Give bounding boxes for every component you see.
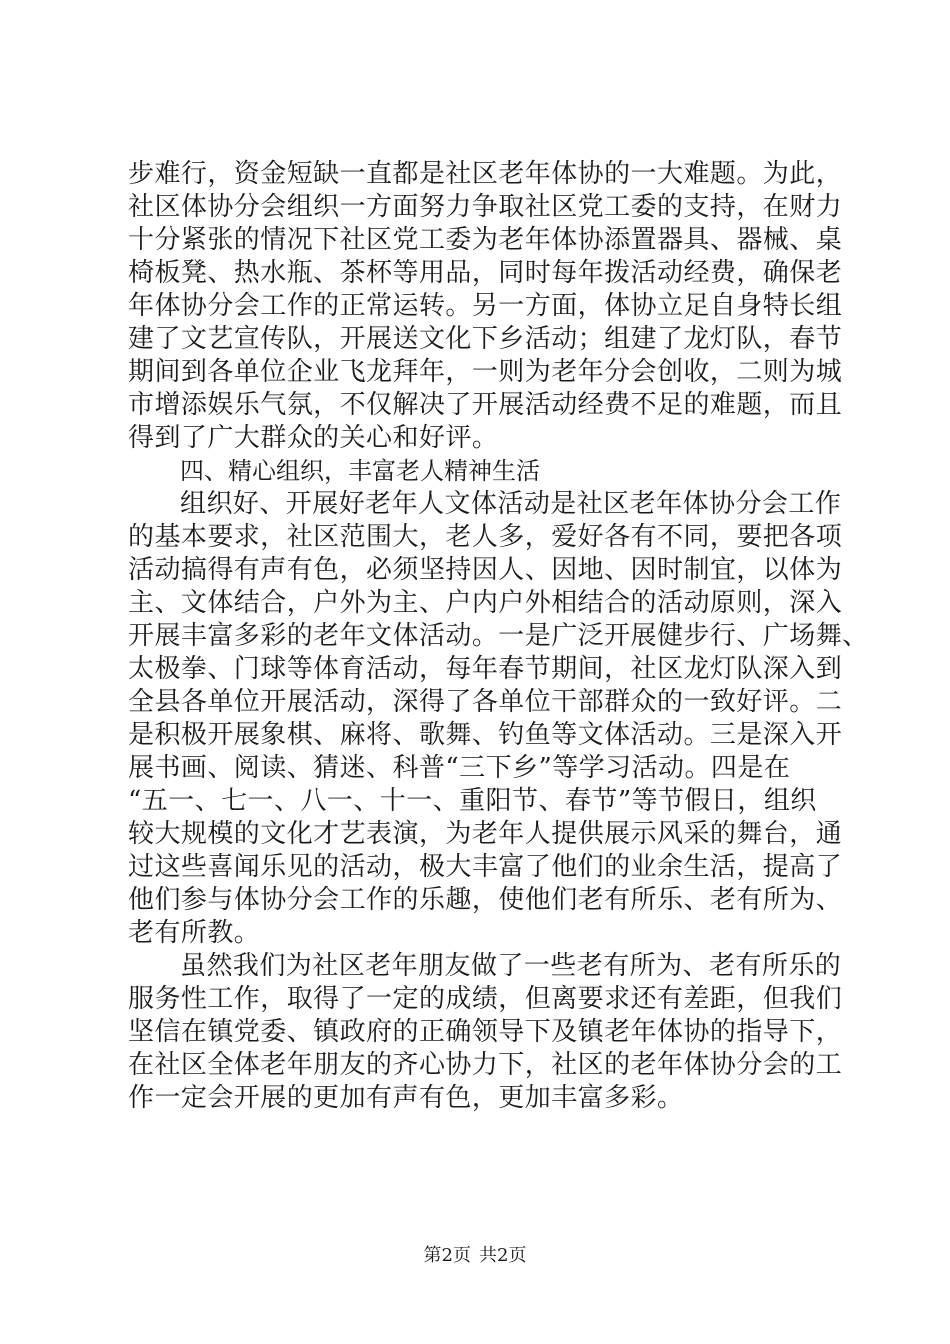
body-line: 坚信在镇党委、镇政府的正确领导下及镇老年体协的指导下， <box>128 1017 843 1047</box>
body-line: 展书画、阅读、猜迷、科普“三下乡”等学习活动。四是在 <box>128 753 791 783</box>
body-line: 太极拳、门球等体育活动，每年春节期间，社区龙灯队深入到 <box>128 654 843 684</box>
body-line: “五一、七一、八一、十一、重阳节、春节”等节假日，组织 <box>128 786 817 816</box>
body-line: 年体协分会工作的正常运转。另一方面，体协立足自身特长组 <box>128 291 843 321</box>
body-line: 社区体协分会组织一方面努力争取社区党工委的支持，在财力 <box>128 192 843 222</box>
body-line: 十分紧张的情况下社区党工委为老年体协添置器具、器械、桌 <box>128 225 843 255</box>
body-line: 组织好、开展好老年人文体活动是社区老年体协分会工作 <box>180 489 842 519</box>
body-line: 虽然我们为社区老年朋友做了一些老有所为、老有所乐的 <box>180 951 842 981</box>
body-line: 的基本要求，社区范围大，老人多，爱好各有不同，要把各项 <box>128 522 843 552</box>
body-line: 建了文艺宣传队，开展送文化下乡活动；组建了龙灯队，春节 <box>128 324 843 354</box>
body-line: 全县各单位开展活动，深得了各单位干部群众的一致好评。二 <box>128 687 843 717</box>
body-line: 椅板凳、热水瓶、茶杯等用品，同时每年拨活动经费，确保老 <box>128 258 843 288</box>
body-line: 步难行，资金短缺一直都是社区老年体协的一大难题。为此， <box>128 159 843 189</box>
page-number: 第2页 <box>423 1245 471 1266</box>
body-line: 开展丰富多彩的老年文体活动。一是广泛开展健步行、广场舞、 <box>128 621 869 651</box>
section-heading: 四、精心组织，丰富老人精神生活 <box>180 457 540 485</box>
body-line: 在社区全体老年朋友的齐心协力下，社区的老年体协分会的工 <box>128 1050 843 1080</box>
body-line: 活动搞得有声有色，必须坚持因人、因地、因时制宜，以体为 <box>128 555 843 585</box>
body-line: 期间到各单位企业飞龙拜年，一则为老年分会创收，二则为城 <box>128 357 843 387</box>
page-footer <box>0 1244 950 1268</box>
body-line: 他们参与体协分会工作的乐趣，使他们老有所乐、老有所为、 <box>128 885 843 915</box>
document-body <box>128 158 869 1115</box>
body-line: 较大规模的文化才艺表演，为老年人提供展示风采的舞台，通 <box>128 819 843 849</box>
page-total: 共2页 <box>479 1245 527 1266</box>
body-line: 得到了广大群众的关心和好评。 <box>128 423 499 453</box>
body-line: 服务性工作，取得了一定的成绩，但离要求还有差距，但我们 <box>128 984 843 1014</box>
body-line: 主、文体结合，户外为主、户内户外相结合的活动原则，深入 <box>128 588 843 618</box>
body-line: 作一定会开展的更加有声有色，更加丰富多彩。 <box>128 1083 684 1113</box>
body-line: 老有所教。 <box>128 918 261 948</box>
body-line: 是积极开展象棋、麻将、歌舞、钓鱼等文体活动。三是深入开 <box>128 720 843 750</box>
body-line: 过这些喜闻乐见的活动，极大丰富了他们的业余生活，提高了 <box>128 852 843 882</box>
body-line: 市增添娱乐气氛，不仅解决了开展活动经费不足的难题，而且 <box>128 390 843 420</box>
